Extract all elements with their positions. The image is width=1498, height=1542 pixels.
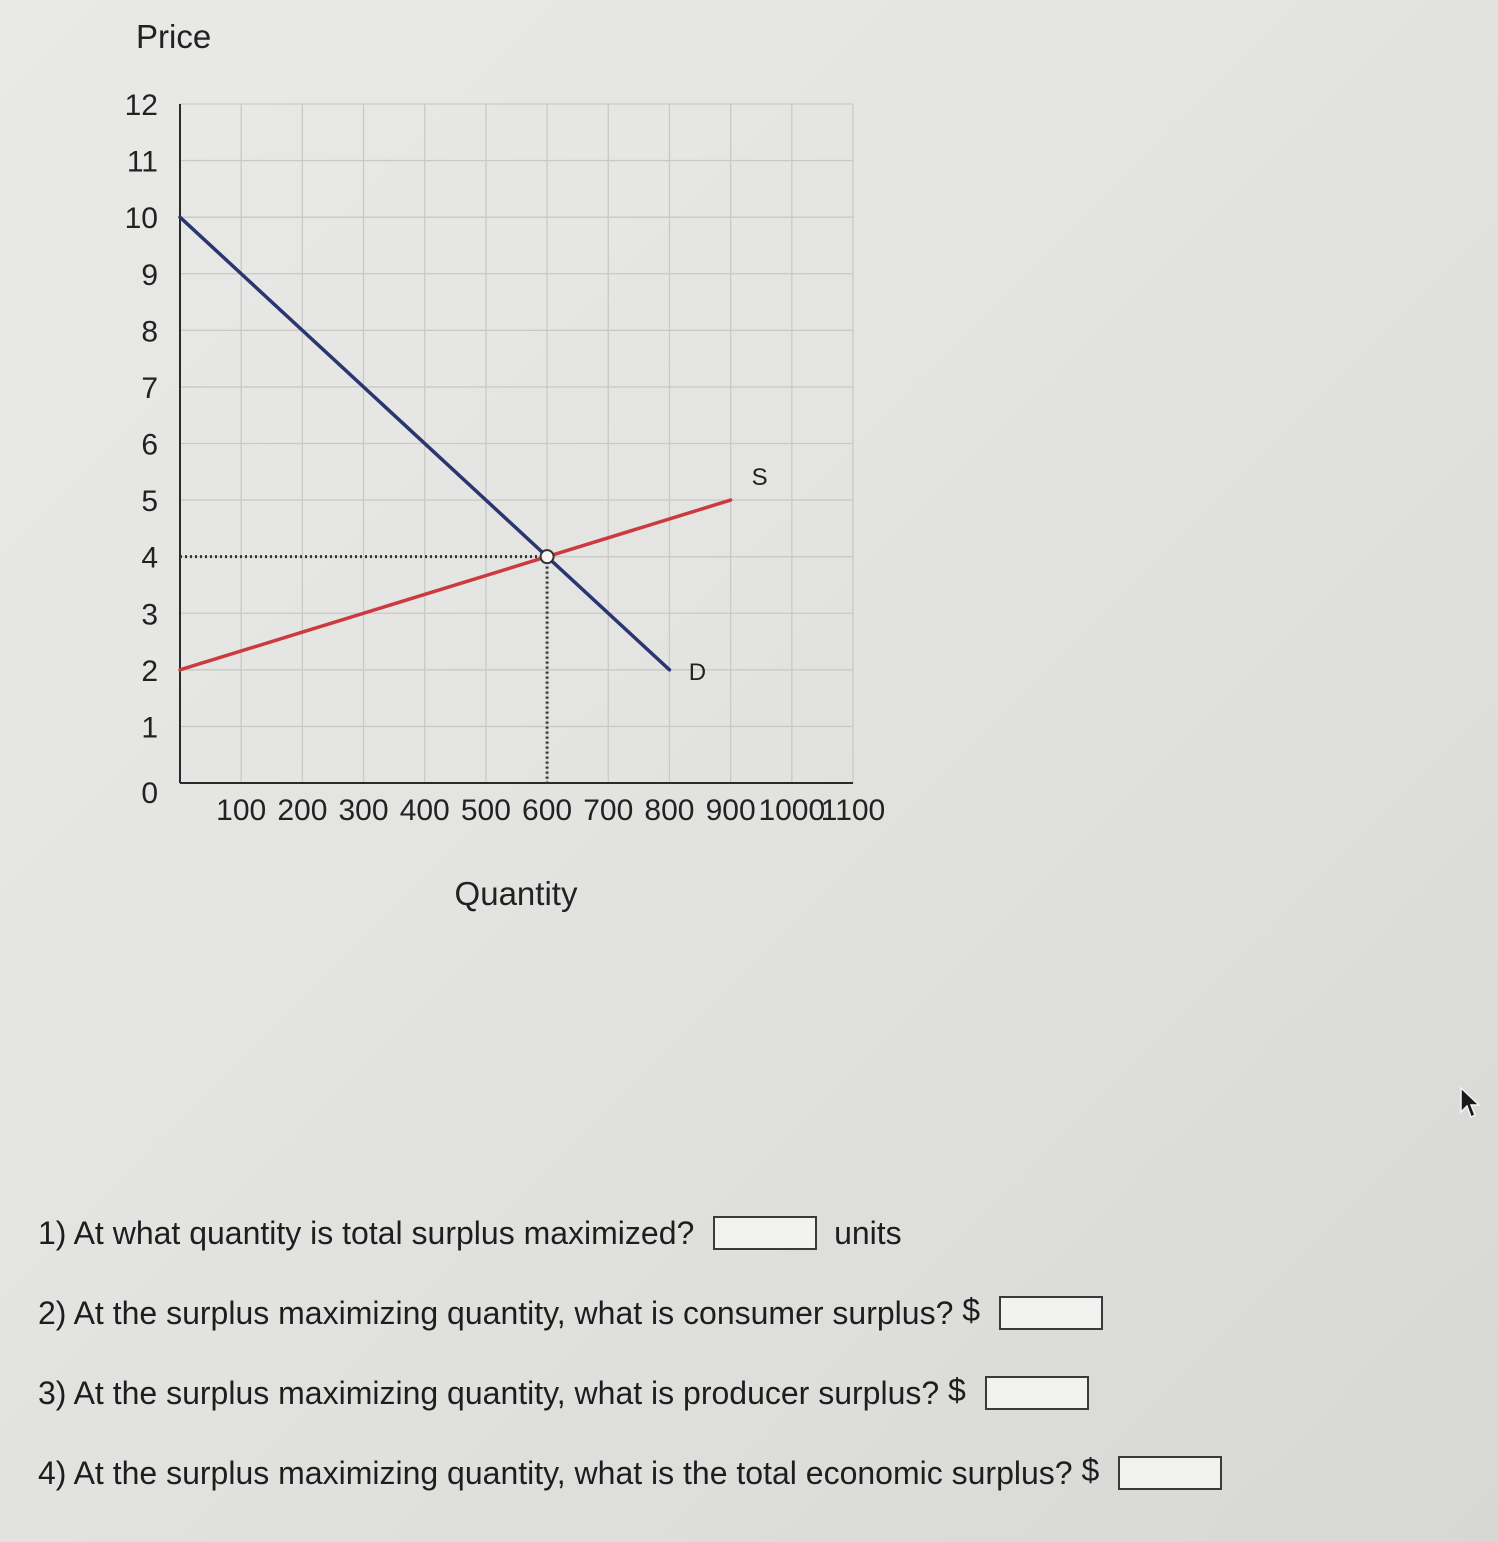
y-tick-label-2: 2 — [141, 654, 158, 688]
x-tick-label-1000: 1000 — [758, 794, 826, 827]
x-tick-label-1100: 1100 — [820, 794, 886, 827]
x-tick-label-400: 400 — [399, 794, 450, 827]
x-tick-label-800: 800 — [644, 794, 695, 827]
y-tick-label-8: 8 — [141, 315, 158, 349]
x-tick-label-300: 300 — [338, 794, 389, 827]
y-tick-label-3: 3 — [141, 598, 158, 632]
question-4-text: 4) At the surplus maximizing quantity, what is the total economic surplus? — [38, 1454, 1073, 1491]
supply-curve-label: S — [751, 464, 768, 492]
x-tick-label-500: 500 — [460, 794, 511, 827]
y-tick-label-0: 0 — [141, 777, 158, 810]
question-2-dollar-sign: $ — [962, 1292, 981, 1328]
supply-curve — [180, 500, 731, 670]
demand-curve-label: D — [688, 658, 707, 686]
question-3 — [38, 1365, 1458, 1445]
mouse-pointer-icon — [1458, 1086, 1484, 1120]
y-tick-label-9: 9 — [141, 258, 158, 292]
question-2-text: 2) At the surplus maximizing quantity, what is consumer surplus? — [38, 1294, 954, 1331]
question-3-dollar-sign: $ — [948, 1372, 966, 1408]
x-tick-label-100: 100 — [216, 794, 267, 827]
answer-input-1[interactable] — [713, 1216, 817, 1250]
question-4 — [38, 1445, 1458, 1525]
x-tick-label-700: 700 — [583, 794, 634, 827]
y-tick-label-4: 4 — [141, 541, 158, 575]
y-tick-label-1: 1 — [141, 711, 158, 745]
x-tick-label-200: 200 — [277, 794, 328, 827]
x-tick-label-600: 600 — [522, 794, 573, 827]
question-3-text: 3) At the surplus maximizing quantity, what is producer surplus? — [38, 1374, 940, 1411]
question-4-dollar-sign: $ — [1081, 1452, 1100, 1488]
x-tick-label-900: 900 — [705, 794, 756, 827]
question-1 — [38, 1205, 1458, 1285]
x-axis-title: Quantity — [454, 875, 578, 912]
answer-input-3[interactable] — [985, 1376, 1089, 1410]
question-1-text: 1) At what quantity is total surplus maximized? — [38, 1214, 695, 1251]
question-2 — [38, 1285, 1458, 1365]
question-list — [38, 1205, 1458, 1525]
answer-input-2[interactable] — [999, 1296, 1103, 1330]
chart-curves — [180, 217, 768, 686]
chart-grid — [180, 104, 853, 783]
y-tick-label-11: 11 — [126, 145, 158, 179]
answer-input-4[interactable] — [1118, 1456, 1222, 1490]
y-tick-label-6: 6 — [141, 428, 158, 462]
equilibrium-point — [541, 550, 554, 563]
y-tick-label-7: 7 — [141, 371, 158, 405]
y-tick-label-5: 5 — [141, 485, 158, 519]
y-tick-label-10: 10 — [124, 202, 158, 236]
tick-labels — [125, 89, 886, 827]
question-1-units: units — [834, 1214, 902, 1251]
y-tick-label-12: 12 — [124, 89, 158, 122]
y-axis-title: Price — [136, 18, 212, 55]
